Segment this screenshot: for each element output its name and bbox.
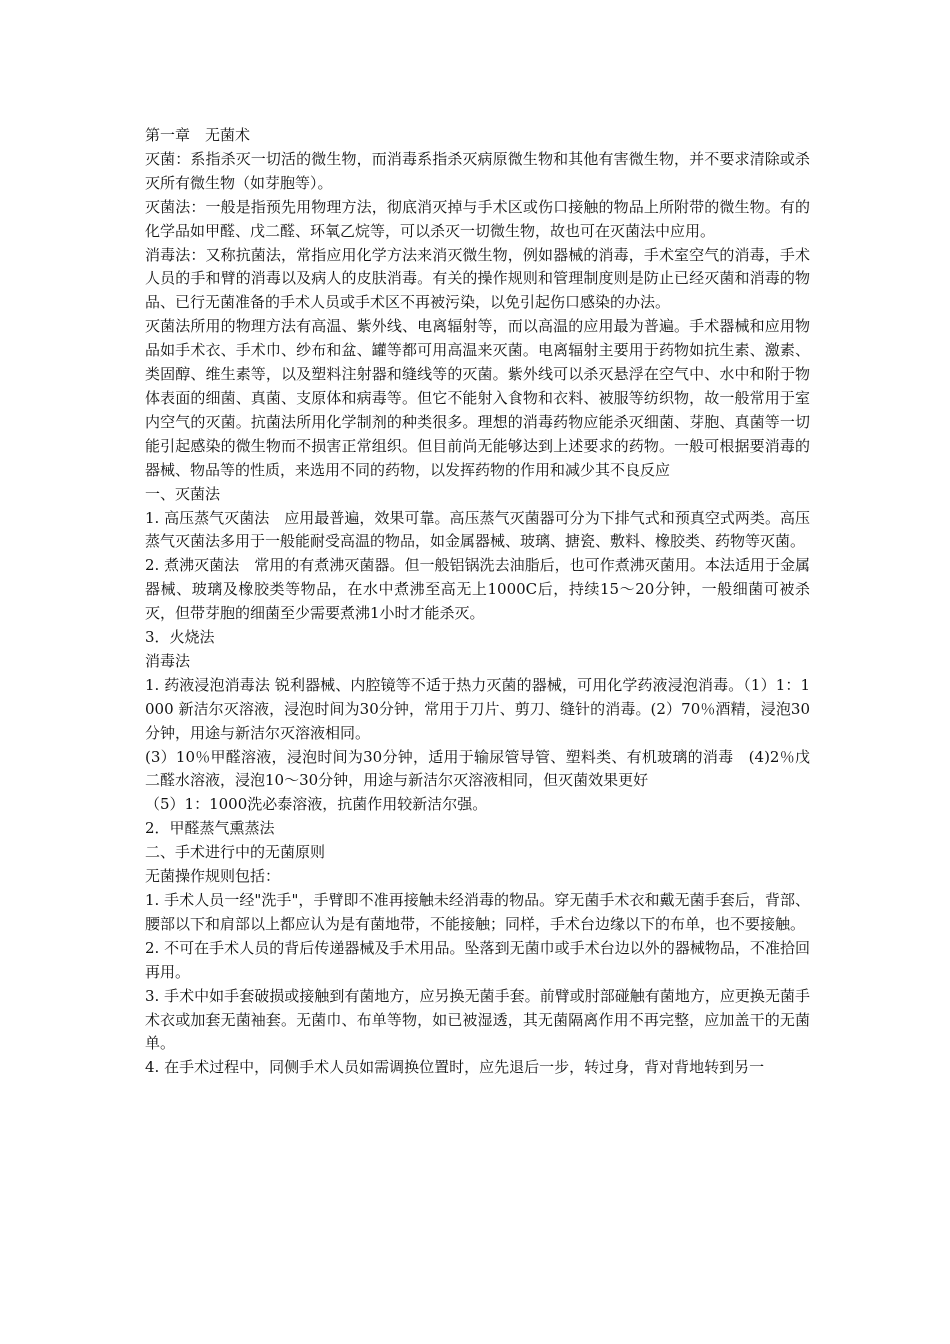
- rules-intro: 无菌操作规则包括：: [145, 867, 281, 886]
- rule-2: 2. 不可在手术人员的背后传递器械及手术用品。坠落到无菌巾或手术台边以外的器械物品，不准拾回再用。: [145, 938, 810, 981]
- item-formaldehyde-fumigation: 2．甲醛蒸气熏蒸法: [145, 819, 275, 838]
- item-soaking-chlorhexidine: （5）1：1000洗必泰溶液，抗菌作用较新洁尔强。: [145, 795, 488, 814]
- item-fire: 3．火烧法: [145, 628, 215, 647]
- section-heading-sterilization: 一、灭菌法: [145, 484, 221, 503]
- chapter-title: 第一章 无菌术: [145, 126, 251, 144]
- item-soaking: 1. 药液浸泡消毒法 锐利器械、内腔镜等不适于热力灭菌的器械，可用化学药液浸泡消毒。（1）1：1000 新洁尔灭溶液，浸泡时间为30分钟，常用于刀片、剪刀、缝针的消毒。(2）70％酒精，浸泡30分钟，用途与新洁尔灭溶液相同。: [145, 675, 810, 742]
- paragraph-sterilization-definition: 灭菌：系指杀灭一切活的微生物，而消毒系指杀灭病原微生物和其他有害微生物，并不要求清除或杀灭所有微生物（如芽胞等）。: [145, 149, 810, 192]
- rule-4: 4. 在手术过程中，同侧手术人员如需调换位置时，应先退后一步，转过身，背对背地转到另一: [145, 1058, 765, 1077]
- document-page: [145, 124, 810, 1080]
- paragraph-disinfection-method: 消毒法：又称抗菌法，常指应用化学方法来消灭微生物，例如器械的消毒，手术室空气的消毒，手术人员的手和臂的消毒以及病人的皮肤消毒。有关的操作规则和管理制度则是防止已经灭菌和消毒的物品、已行无菌准备的手术人员或手术区不再被污染，以免引起伤口感染的办法。: [145, 245, 810, 312]
- item-soaking-formaldehyde: (3）10％甲醛溶液，浸泡时间为30分钟，适用于输尿管导管、塑料类、有机玻璃的消毒 (4)2％戊二醛水溶液，浸泡10～30分钟，用途与新洁尔灭溶液相同，但灭菌效果更好: [145, 747, 810, 790]
- section-heading-disinfection: 消毒法: [145, 651, 191, 670]
- paragraph-physical-methods: 灭菌法所用的物理方法有高温、紫外线、电离辐射等，而以高温的应用最为普遍。手术器械和应用物品如手术衣、手术巾、纱布和盆、罐等都可用高温来灭菌。电离辐射主要用于药物如抗生素、激素、类固醇、维生素等，以及塑料注射器和缝线等的灭菌。紫外线可以杀灭悬浮在空气中、水中和附于物体表面的细菌、真菌、支原体和病毒等。但它不能射入食物和衣料、被服等纺织物，故一般常用于室内空气的灭菌。抗菌法所用化学制剂的种类很多。理想的消毒药物应能杀灭细菌、芽胞、真菌等一切能引起感染的微生物而不损害正常组织。但目前尚无能够达到上述要求的药物。一般可根据要消毒的器械、物品等的性质，来选用不同的药物，以发挥药物的作用和减少其不良反应: [145, 317, 810, 479]
- section-heading-aseptic-principles: 二、手术进行中的无菌原则: [145, 843, 326, 862]
- rule-3: 3. 手术中如手套破损或接触到有菌地方，应另换无菌手套。前臂或肘部碰触有菌地方，应更换无菌手术衣或加套无菌袖套。无菌巾、布单等物，如已被湿透，其无菌隔离作用不再完整，应加盖干的无菌单。: [145, 986, 810, 1053]
- item-boiling: 2. 煮沸灭菌法 常用的有煮沸灭菌器。但一般铝锅洗去油脂后，也可作煮沸灭菌用。本法适用于金属器械、玻璃及橡胶类等物品，在水中煮沸至高无上1000C后，持续15～20分钟，一般细菌可被杀灭，但带芽胞的细菌至少需要煮沸1小时才能杀灭。: [145, 556, 810, 623]
- paragraph-sterilization-method: 灭菌法：一般是指预先用物理方法，彻底消灭掉与手术区或伤口接触的物品上所附带的微生物。有的化学品如甲醛、戊二醛、环氧乙烷等，可以杀灭一切微生物，故也可在灭菌法中应用。: [145, 197, 810, 240]
- rule-1: 1. 手术人员一经"洗手"，手臂即不准再接触未经消毒的物品。穿无菌手术衣和戴无菌手套后，背部、腰部以下和肩部以上都应认为是有菌地带，不能接触；同样，手术台边缘以下的布单，也不要接触。: [145, 891, 810, 933]
- item-high-pressure-steam: 1. 高压蒸气灭菌法 应用最普遍，效果可靠。高压蒸气灭菌器可分为下排气式和预真空式两类。高压蒸气灭菌法多用于一般能耐受高温的物品，如金属器械、玻璃、搪瓷、敷料、橡胶类、药物等灭菌。: [145, 508, 810, 551]
